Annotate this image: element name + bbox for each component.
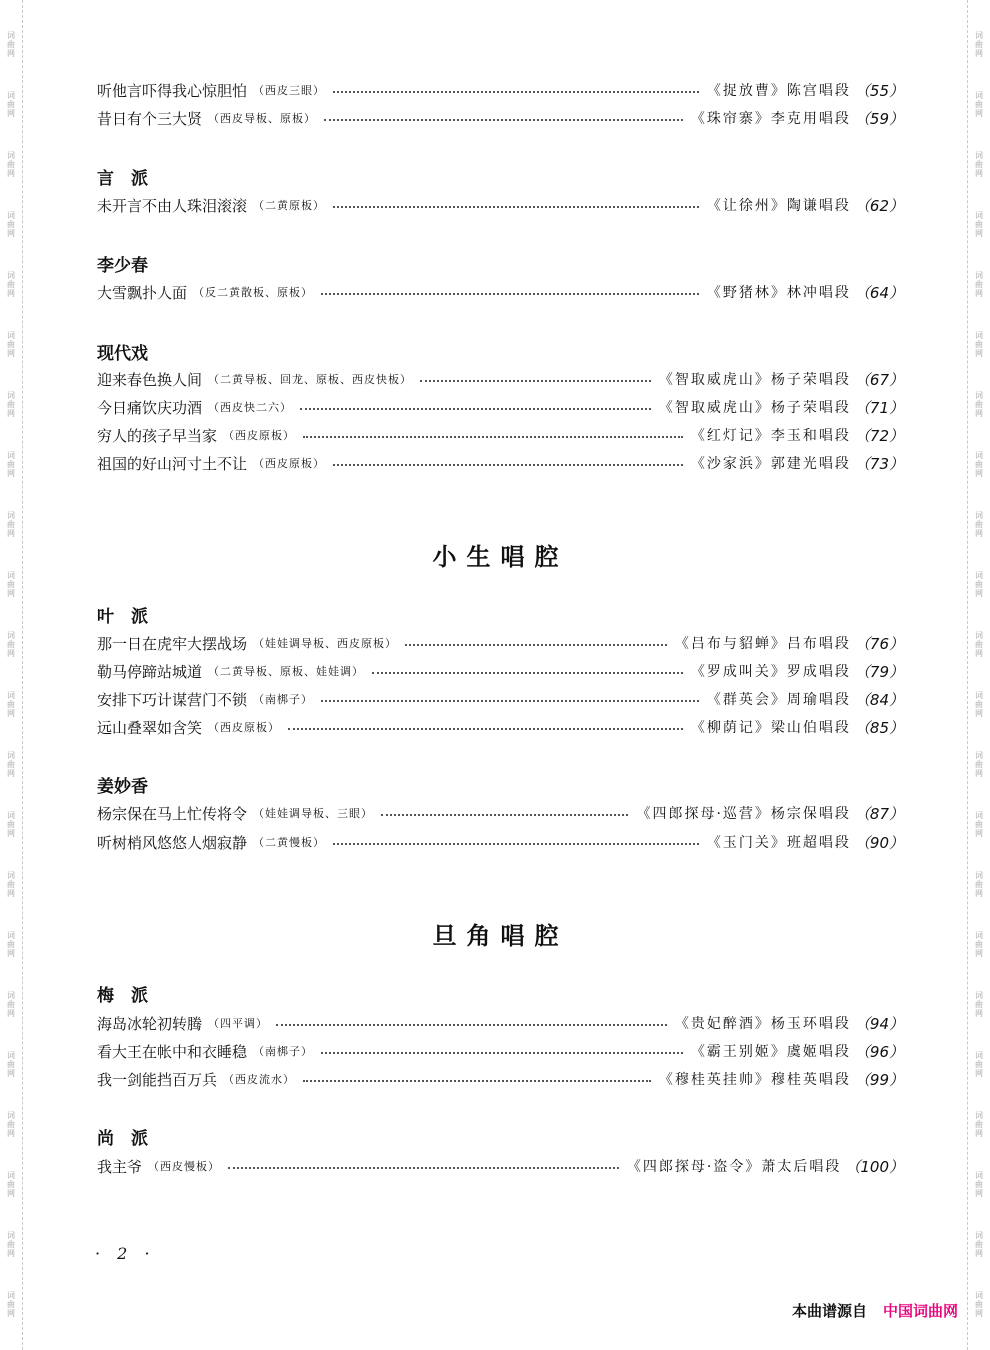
watermark-text: 词曲网 <box>974 811 984 838</box>
source-site-link[interactable]: 中国词曲网 <box>882 1302 958 1320</box>
watermark-text: 词曲网 <box>974 1291 984 1318</box>
toc-entry[interactable] <box>97 107 904 129</box>
dot-leader <box>333 206 699 208</box>
entry-title: 今日痛饮庆功酒 <box>97 398 203 417</box>
watermark-text: 词曲网 <box>6 1111 16 1138</box>
entry-note: （娃娃调导板、三眼） <box>253 807 374 820</box>
watermark-text: 词曲网 <box>6 391 16 418</box>
entry-title: 我一剑能挡百万兵 <box>97 1070 218 1089</box>
entry-title: 远山叠翠如含笑 <box>97 718 203 737</box>
watermark-text: 词曲网 <box>6 91 16 118</box>
entry-page: （59） <box>854 109 904 128</box>
watermark-text: 词曲网 <box>6 451 16 478</box>
dot-leader <box>420 380 651 382</box>
entry-title: 祖国的好山河寸土不让 <box>97 454 248 473</box>
toc-entry[interactable] <box>97 368 904 390</box>
watermark-text: 词曲网 <box>6 1291 16 1318</box>
watermark-text: 词曲网 <box>6 151 16 178</box>
entry-page: （67） <box>854 370 904 389</box>
entry-note: （西皮流水） <box>223 1073 296 1086</box>
dot-leader <box>321 293 699 295</box>
entry-title: 听他言吓得我心惊胆怕 <box>97 81 248 100</box>
watermark-text: 词曲网 <box>974 631 984 658</box>
dot-leader <box>321 1052 683 1054</box>
entry-page: （64） <box>854 283 904 302</box>
entry-note: （四平调） <box>208 1017 269 1030</box>
entry-source: 《四郎探母·巡营》杨宗保唱段 <box>636 806 851 822</box>
watermark-text: 词曲网 <box>974 91 984 118</box>
entry-source: 《智取威虎山》杨子荣唱段 <box>658 400 851 416</box>
entry-title: 未开言不由人珠泪滚滚 <box>97 196 248 215</box>
watermark-text: 词曲网 <box>974 871 984 898</box>
entry-title: 看大王在帐中和衣睡稳 <box>97 1042 248 1061</box>
watermark-text: 词曲网 <box>974 1051 984 1078</box>
dot-leader <box>276 1024 667 1026</box>
entry-note: （西皮导板、原板） <box>208 112 317 125</box>
watermark-text: 词曲网 <box>6 691 16 718</box>
toc-entry[interactable] <box>97 632 904 654</box>
entry-source: 《罗成叫关》罗成唱段 <box>690 664 851 680</box>
page-number: · 2 · <box>95 1244 156 1263</box>
entry-note: （西皮三眼） <box>253 84 326 97</box>
toc-entry[interactable] <box>97 716 904 738</box>
watermark-text: 词曲网 <box>6 931 16 958</box>
watermark-text: 词曲网 <box>6 31 16 58</box>
entry-page: （62） <box>854 196 904 215</box>
watermark-text: 词曲网 <box>6 211 16 238</box>
dot-leader <box>303 1080 651 1082</box>
entry-page: （72） <box>854 426 904 445</box>
watermark-text: 词曲网 <box>974 1171 984 1198</box>
dot-leader <box>300 408 651 410</box>
entry-note: （二黄慢板） <box>253 836 326 849</box>
watermark-text: 词曲网 <box>6 1231 16 1258</box>
toc-entry[interactable] <box>97 194 904 216</box>
left-watermark-strip <box>0 0 23 1350</box>
entry-note: （二黄导板、原板、娃娃调） <box>208 665 365 678</box>
source-prefix: 本曲谱源自 <box>791 1302 867 1320</box>
dot-leader <box>333 91 699 93</box>
toc-entry[interactable] <box>97 831 904 853</box>
entry-note: （西皮慢板） <box>148 1160 221 1173</box>
watermark-text: 词曲网 <box>974 511 984 538</box>
toc-entry[interactable] <box>97 802 904 824</box>
watermark-text: 词曲网 <box>6 631 16 658</box>
entry-page: （73） <box>854 454 904 473</box>
toc-entry[interactable] <box>97 1012 904 1034</box>
toc-entry[interactable] <box>97 281 904 303</box>
entry-title: 听树梢风悠悠人烟寂静 <box>97 833 248 852</box>
source-credit <box>792 1300 958 1321</box>
entry-source: 《玉门关》班超唱段 <box>706 835 851 851</box>
watermark-text: 词曲网 <box>6 511 16 538</box>
watermark-text: 词曲网 <box>974 571 984 598</box>
entry-note: （南梆子） <box>253 693 314 706</box>
dot-leader <box>303 436 683 438</box>
entry-note: （二黄原板） <box>253 199 326 212</box>
entry-source: 《群英会》周瑜唱段 <box>706 692 851 708</box>
category-heading: 尚 派 <box>97 1129 148 1149</box>
section-title: 小生唱腔 <box>432 542 569 571</box>
entry-title: 迎来春色换人间 <box>97 370 203 389</box>
dot-leader <box>333 464 683 466</box>
entry-note: （西皮原板） <box>208 721 281 734</box>
section-title: 旦角唱腔 <box>432 921 569 950</box>
toc-entry[interactable] <box>97 1155 904 1177</box>
toc-entry[interactable] <box>97 452 904 474</box>
entry-source: 《沙家浜》郭建光唱段 <box>690 456 851 472</box>
entry-source: 《柳荫记》梁山伯唱段 <box>690 720 851 736</box>
watermark-text: 词曲网 <box>974 991 984 1018</box>
toc-entry[interactable] <box>97 1068 904 1090</box>
dot-leader <box>324 119 683 121</box>
dot-leader <box>372 672 683 674</box>
entry-source: 《霸王别姬》虞姬唱段 <box>690 1044 851 1060</box>
entry-title: 那一日在虎牢大摆战场 <box>97 634 248 653</box>
entry-page: （99） <box>854 1070 904 1089</box>
entry-source: 《野猪林》林冲唱段 <box>706 285 851 301</box>
entry-page: （85） <box>854 718 904 737</box>
watermark-text: 词曲网 <box>6 811 16 838</box>
entry-title: 大雪飘扑人面 <box>97 283 188 302</box>
entry-page: （96） <box>854 1042 904 1061</box>
entry-page: （71） <box>854 398 904 417</box>
watermark-text: 词曲网 <box>6 571 16 598</box>
entry-note: （西皮原板） <box>223 429 296 442</box>
dot-leader <box>405 644 667 646</box>
entry-note: （西皮原板） <box>253 457 326 470</box>
watermark-text: 词曲网 <box>974 1231 984 1258</box>
entry-source: 《捉放曹》陈宫唱段 <box>706 83 851 99</box>
watermark-text: 词曲网 <box>974 271 984 298</box>
watermark-text: 词曲网 <box>974 691 984 718</box>
entry-note: （娃娃调导板、西皮原板） <box>253 637 398 650</box>
entry-title: 昔日有个三大贤 <box>97 109 203 128</box>
watermark-text: 词曲网 <box>6 1171 16 1198</box>
entry-source: 《红灯记》李玉和唱段 <box>690 428 851 444</box>
entry-note: （西皮快二六） <box>208 401 293 414</box>
category-heading: 梅 派 <box>97 986 148 1006</box>
entry-title: 安排下巧计谋营门不锁 <box>97 690 248 709</box>
dot-leader <box>333 843 699 845</box>
toc-entry[interactable] <box>97 79 904 101</box>
entry-source: 《四郎探母·盗令》萧太后唱段 <box>626 1159 842 1175</box>
entry-title: 海岛冰轮初转腾 <box>97 1014 203 1033</box>
toc-entry[interactable] <box>97 396 904 418</box>
toc-entry[interactable] <box>97 688 904 710</box>
entry-title: 我主爷 <box>97 1157 143 1176</box>
dot-leader <box>321 700 699 702</box>
dot-leader <box>228 1167 619 1169</box>
watermark-text: 词曲网 <box>974 151 984 178</box>
entry-page: （94） <box>854 1014 904 1033</box>
category-heading: 李少春 <box>97 256 148 276</box>
entry-page: （90） <box>854 833 904 852</box>
entry-title: 穷人的孩子早当家 <box>97 426 218 445</box>
entry-page: （76） <box>854 634 904 653</box>
watermark-text: 词曲网 <box>974 931 984 958</box>
entry-title: 勒马停蹄站城道 <box>97 662 203 681</box>
toc-entry[interactable] <box>97 424 904 446</box>
entry-source: 《让徐州》陶谦唱段 <box>706 198 851 214</box>
watermark-text: 词曲网 <box>6 871 16 898</box>
category-heading: 现代戏 <box>97 344 148 364</box>
watermark-text: 词曲网 <box>6 751 16 778</box>
category-heading: 姜妙香 <box>97 777 148 797</box>
category-heading: 叶 派 <box>97 607 148 627</box>
entry-title: 杨宗保在马上忙传将令 <box>97 804 248 823</box>
watermark-text: 词曲网 <box>974 451 984 478</box>
watermark-text: 词曲网 <box>974 331 984 358</box>
watermark-text: 词曲网 <box>6 991 16 1018</box>
entry-page: （79） <box>854 662 904 681</box>
entry-source: 《穆桂英挂帅》穆桂英唱段 <box>658 1072 851 1088</box>
watermark-text: 词曲网 <box>974 751 984 778</box>
entry-source: 《贵妃醉酒》杨玉环唱段 <box>674 1016 851 1032</box>
watermark-text: 词曲网 <box>6 1051 16 1078</box>
dot-leader <box>381 814 628 816</box>
entry-note: （二黄导板、回龙、原板、西皮快板） <box>208 373 413 386</box>
entry-page: （84） <box>854 690 904 709</box>
toc-entry[interactable] <box>97 1040 904 1062</box>
dot-leader <box>288 728 683 730</box>
entry-source: 《珠帘寨》李克用唱段 <box>690 111 851 127</box>
category-heading: 言 派 <box>97 169 148 189</box>
watermark-text: 词曲网 <box>974 391 984 418</box>
watermark-text: 词曲网 <box>974 31 984 58</box>
watermark-text: 词曲网 <box>6 271 16 298</box>
entry-page: （55） <box>854 81 904 100</box>
watermark-text: 词曲网 <box>6 331 16 358</box>
entry-page: （100） <box>845 1157 904 1176</box>
entry-source: 《智取威虎山》杨子荣唱段 <box>658 372 851 388</box>
entry-note: （反二黄散板、原板） <box>193 286 314 299</box>
right-watermark-strip <box>967 0 990 1350</box>
toc-entry[interactable] <box>97 660 904 682</box>
entry-page: （87） <box>854 804 904 823</box>
watermark-text: 词曲网 <box>974 211 984 238</box>
watermark-text: 词曲网 <box>974 1111 984 1138</box>
entry-note: （南梆子） <box>253 1045 314 1058</box>
entry-source: 《吕布与貂蝉》吕布唱段 <box>674 636 851 652</box>
